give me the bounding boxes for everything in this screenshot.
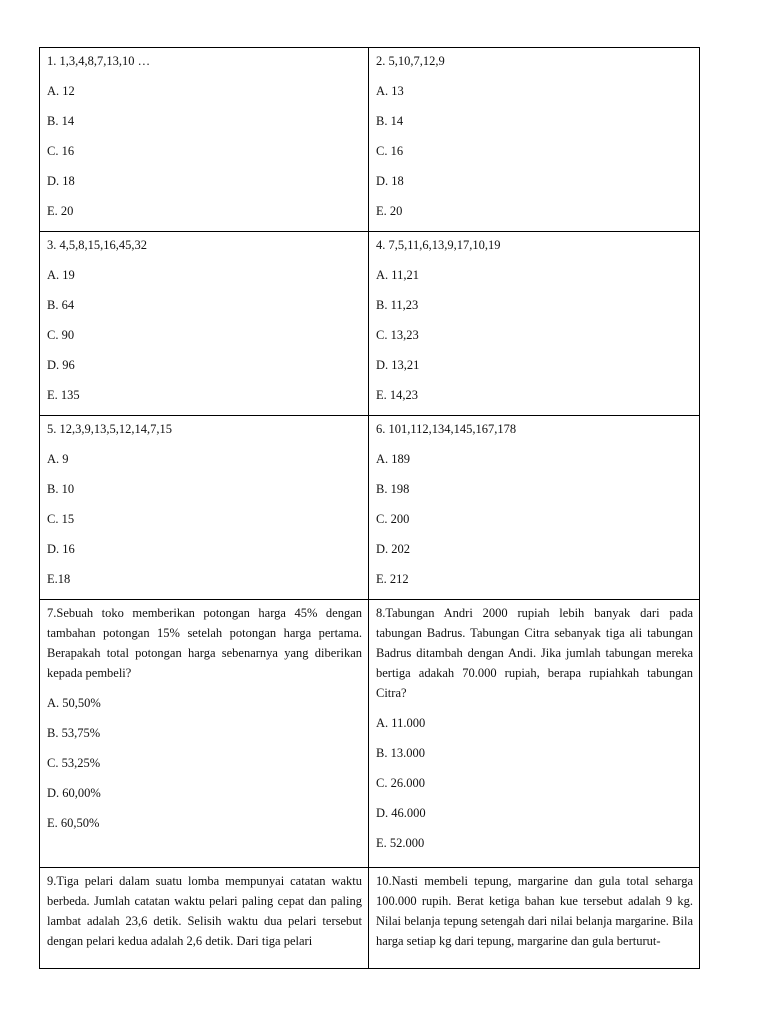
option-b: B. 13.000 xyxy=(376,746,425,760)
table-row xyxy=(40,232,700,416)
table-row xyxy=(40,48,700,232)
option-a: A. 189 xyxy=(376,452,411,466)
option-e: E.18 xyxy=(47,572,71,586)
option-d: D. 13,21 xyxy=(376,358,420,372)
option-c: C. 16 xyxy=(47,144,75,158)
question-text: 5. 12,3,9,13,5,12,14,7,15 xyxy=(47,422,172,436)
option-e: E. 20 xyxy=(376,204,403,218)
question-text: 7.Sebuah toko memberikan potongan harga 45% dengan tambahan potongan 15% setelah potongan harga pertama. Berapakah total potongan harga sebenarnya yang diberikan kepada pembeli? xyxy=(47,606,362,680)
question-cell-8 xyxy=(369,600,700,868)
option-b: B. 11,23 xyxy=(376,298,419,312)
option-a: A. 9 xyxy=(47,452,69,466)
option-b: B. 14 xyxy=(47,114,75,128)
question-cell-7 xyxy=(40,600,369,868)
question-cell-4 xyxy=(369,232,700,416)
question-cell-6 xyxy=(369,416,700,600)
option-b: B. 10 xyxy=(47,482,75,496)
option-a: A. 12 xyxy=(47,84,75,98)
question-text: 8.Tabungan Andri 2000 rupiah lebih banyak dari pada tabungan Badrus. Tabungan Citra sebanyak tiga ali tabungan Badrus ditambah dengan Andi. Jika jumlah tabungan mereka bertiga adakah 70.000 rupiah, berapa rupiahkah tabungan Citra? xyxy=(376,606,693,700)
option-c: C. 16 xyxy=(376,144,404,158)
question-text: 1. 1,3,4,8,7,13,10 … xyxy=(47,54,151,68)
option-e: E. 14,23 xyxy=(376,388,419,402)
question-text: 9.Tiga pelari dalam suatu lomba mempunyai catatan waktu berbeda. Jumlah catatan waktu pelari paling cepat dan paling lambat adalah 23,6 detik. Selisih waktu dua pelari tersebut dengan pelari kedua adalah 2,6 detik. Dari tiga pelari xyxy=(47,874,362,948)
option-a: A. 19 xyxy=(47,268,75,282)
option-d: D. 18 xyxy=(47,174,75,188)
option-a: A. 11,21 xyxy=(376,268,419,282)
question-cell-9 xyxy=(40,868,369,969)
option-d: D. 18 xyxy=(376,174,404,188)
option-a: A. 11.000 xyxy=(376,716,426,730)
option-d: D. 16 xyxy=(47,542,75,556)
option-a: A. 50,50% xyxy=(47,696,101,710)
option-a: A. 13 xyxy=(376,84,404,98)
question-cell-5 xyxy=(40,416,369,600)
option-d: D. 202 xyxy=(376,542,411,556)
table-row xyxy=(40,868,700,969)
question-cell-1 xyxy=(40,48,369,232)
question-table xyxy=(39,47,700,969)
option-e: E. 60,50% xyxy=(47,816,100,830)
table-row xyxy=(40,416,700,600)
question-text: 6. 101,112,134,145,167,178 xyxy=(376,422,517,436)
question-text: 3. 4,5,8,15,16,45,32 xyxy=(47,238,147,252)
question-cell-10 xyxy=(369,868,700,969)
option-c: C. 15 xyxy=(47,512,75,526)
option-c: C. 13,23 xyxy=(376,328,419,342)
option-d: D. 60,00% xyxy=(47,786,101,800)
option-e: E. 20 xyxy=(47,204,74,218)
option-d: D. 96 xyxy=(47,358,75,372)
option-c: C. 200 xyxy=(376,512,410,526)
question-text: 10.Nasti membeli tepung, margarine dan gula total seharga 100.000 rupih. Berat ketiga bahan kue tersebut adalah 9 kg. Nilai belanja tepung setengah dari nilai belanja margarine. Bila harga setiap kg dari tepung, margarine dan gula berturut- xyxy=(376,874,693,948)
table-row xyxy=(40,600,700,868)
option-e: E. 52.000 xyxy=(376,836,425,850)
question-cell-2 xyxy=(369,48,700,232)
option-c: C. 26.000 xyxy=(376,776,425,790)
option-d: D. 46.000 xyxy=(376,806,426,820)
option-e: E. 212 xyxy=(376,572,409,586)
option-b: B. 53,75% xyxy=(47,726,101,740)
option-b: B. 198 xyxy=(376,482,410,496)
option-e: E. 135 xyxy=(47,388,80,402)
question-text: 4. 7,5,11,6,13,9,17,10,19 xyxy=(376,238,501,252)
option-b: B. 14 xyxy=(376,114,404,128)
option-b: B. 64 xyxy=(47,298,75,312)
option-c: C. 53,25% xyxy=(47,756,101,770)
question-cell-3 xyxy=(40,232,369,416)
option-c: C. 90 xyxy=(47,328,75,342)
question-text: 2. 5,10,7,12,9 xyxy=(376,54,445,68)
